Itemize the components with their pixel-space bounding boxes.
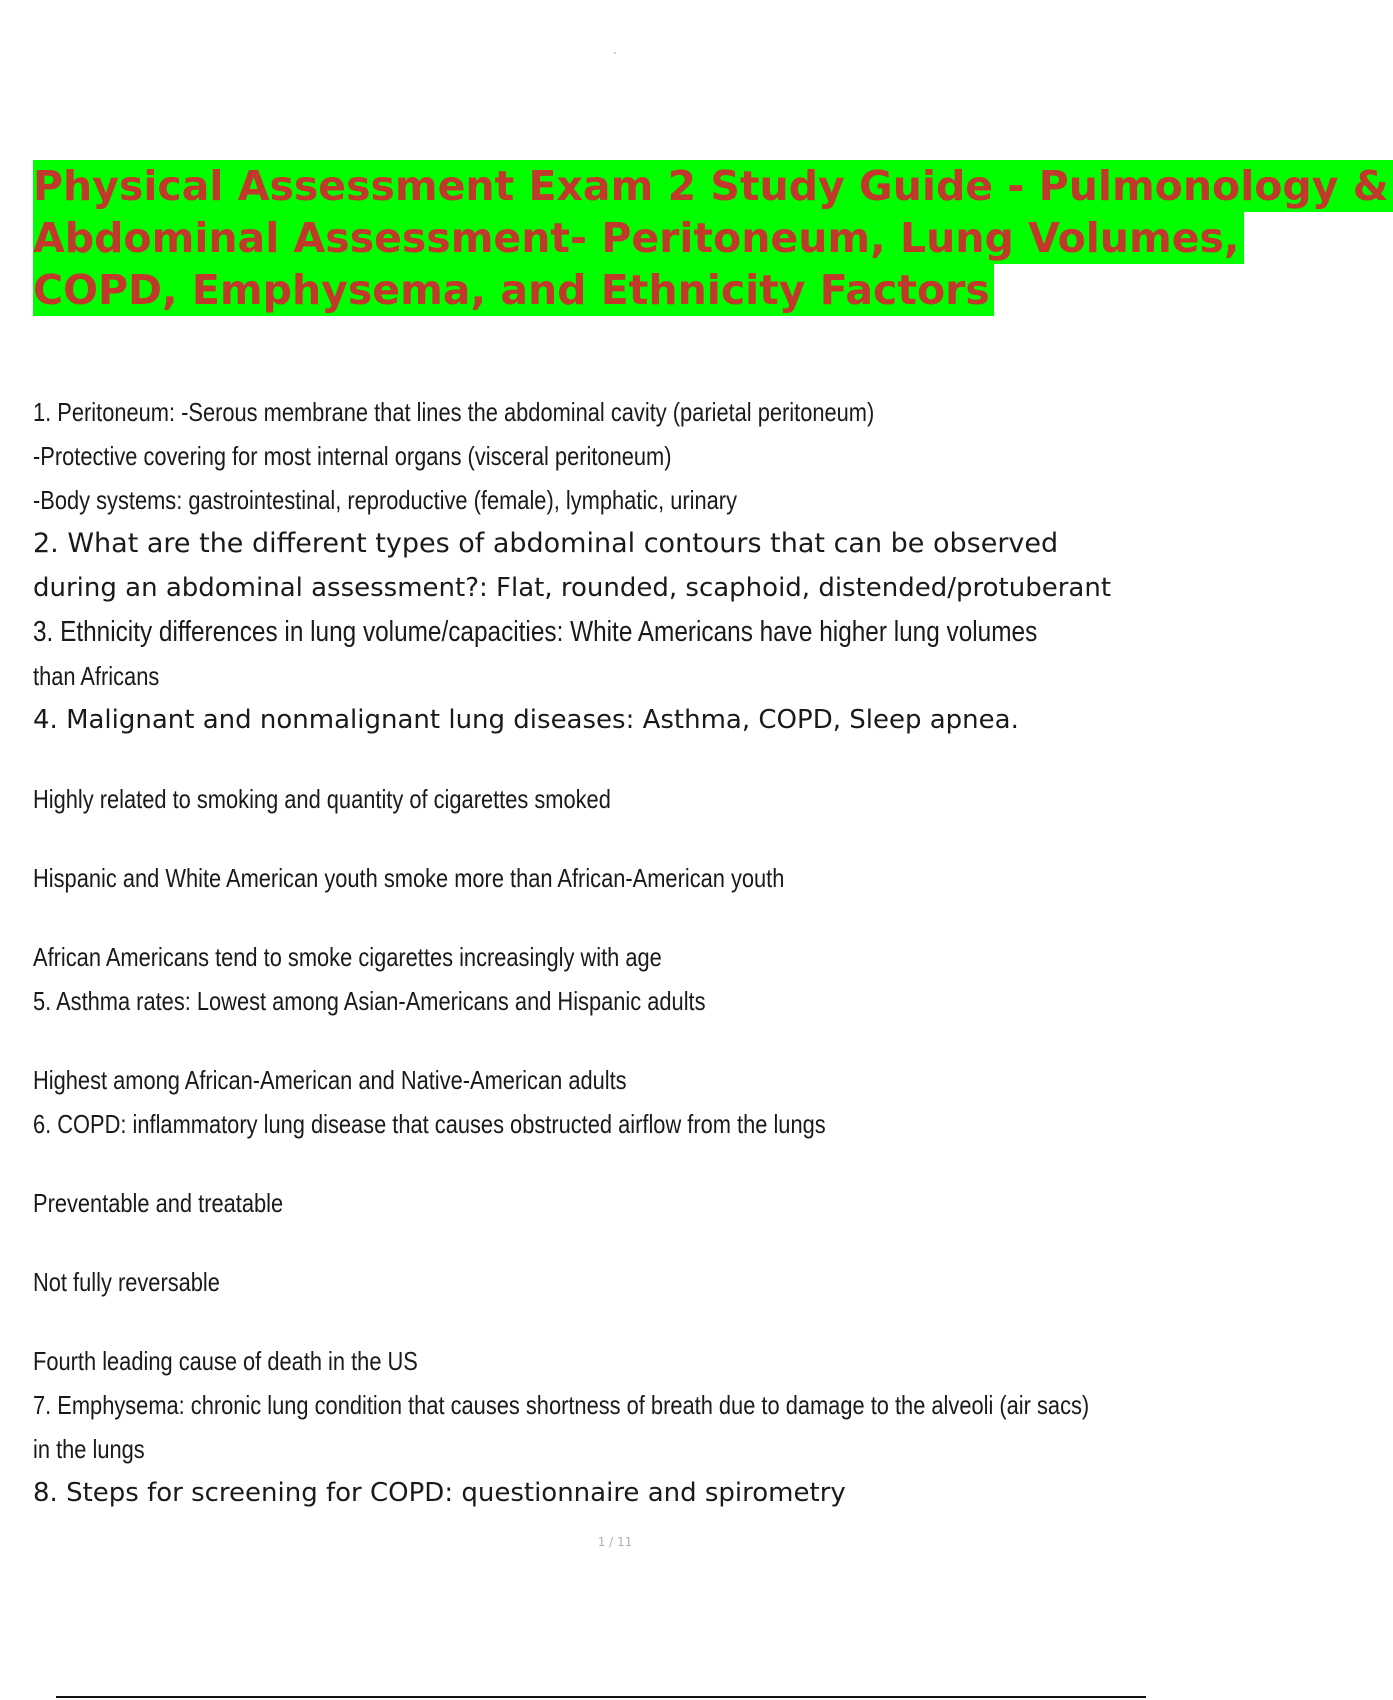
q6-line-1: 6. COPD: inflammatory lung disease that causes obstructed airflow from the lungs <box>33 1109 826 1139</box>
q2-line-1: 2. What are the different types of abdominal contours that can be observed <box>33 528 1059 559</box>
q1-line-2: -Protective covering for most internal organs (visceral peritoneum) <box>33 441 672 471</box>
q1-line-1: 1. Peritoneum: -Serous membrane that lines the abdominal cavity (parietal peritoneum) <box>33 397 875 427</box>
title-line-2: Abdominal Assessment- Peritoneum, Lung Volumes, <box>33 212 1244 264</box>
q2-line-2: during an abdominal assessment?: Flat, rounded, scaphoid, distended/protuberant <box>33 573 1112 603</box>
q7-line-2: in the lungs <box>33 1434 145 1464</box>
bottom-divider <box>56 1696 1146 1698</box>
q5-line-1: 5. Asthma rates: Lowest among Asian-Americans and Hispanic adults <box>33 986 706 1016</box>
q4-line-1: 4. Malignant and nonmalignant lung diseases: Asthma, COPD, Sleep apnea. <box>33 705 1019 735</box>
q4-note-3: African Americans tend to smoke cigarettes increasingly with age <box>33 942 662 972</box>
q3-line-1: 3. Ethnicity differences in lung volume/capacities: White Americans have higher lung volumes <box>33 616 1038 648</box>
q6-note-2: Not fully reversable <box>33 1267 220 1297</box>
q1-line-3: -Body systems: gastrointestinal, reproductive (female), lymphatic, urinary <box>33 485 737 515</box>
top-dot-mark <box>614 52 616 54</box>
title-line-1: Physical Assessment Exam 2 Study Guide - Pulmonology & <box>33 160 1393 212</box>
q5-note-1: Highest among African-American and Native-American adults <box>33 1065 627 1095</box>
q3-line-2: than Africans <box>33 661 160 691</box>
page-number: 1 / 11 <box>597 1535 633 1549</box>
q7-line-1: 7. Emphysema: chronic lung condition that causes shortness of breath due to damage to the alveoli (air sacs) <box>33 1390 1090 1420</box>
q4-note-2: Hispanic and White American youth smoke more than African-American youth <box>33 863 785 893</box>
q4-note-1: Highly related to smoking and quantity of cigarettes smoked <box>33 784 611 814</box>
title-line-3: COPD, Emphysema, and Ethnicity Factors <box>33 264 994 316</box>
page-title <box>33 160 1389 316</box>
study-guide-content <box>33 390 1200 1515</box>
q6-note-3: Fourth leading cause of death in the US <box>33 1346 418 1376</box>
q8-line-1: 8. Steps for screening for COPD: questionnaire and spirometry <box>33 1478 846 1508</box>
q6-note-1: Preventable and treatable <box>33 1188 284 1218</box>
